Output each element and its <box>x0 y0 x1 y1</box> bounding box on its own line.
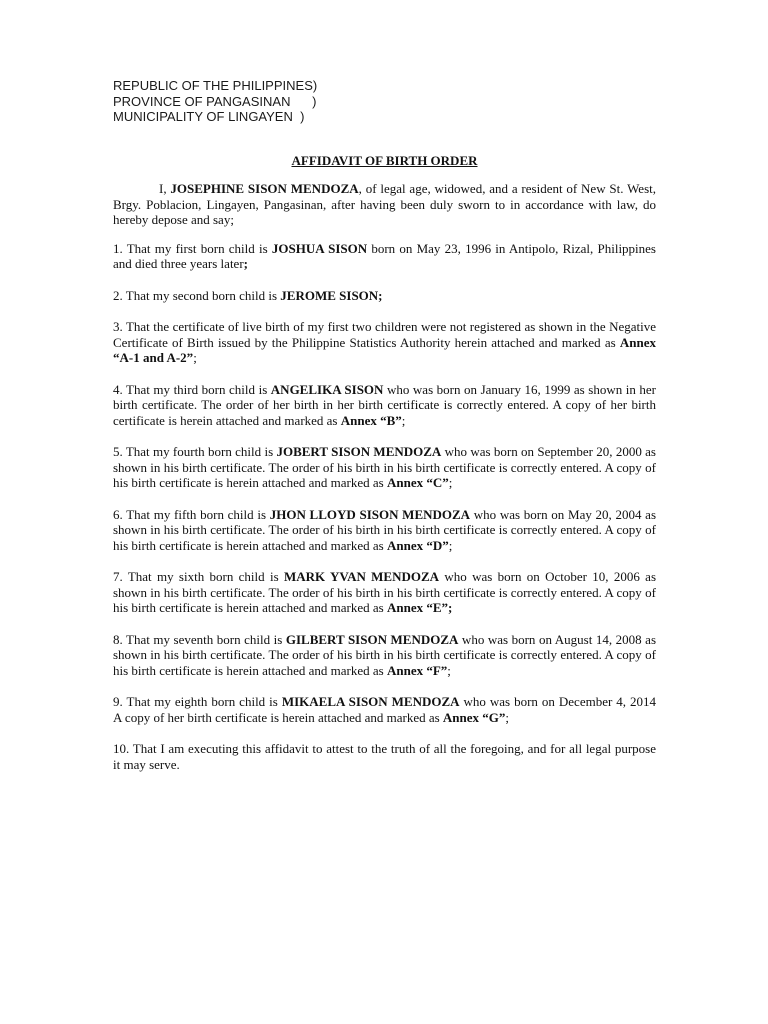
item-end: ; <box>193 350 197 365</box>
item-7 <box>113 569 656 616</box>
item-end: ; <box>448 475 453 490</box>
item-text: 5. That my fourth born child is <box>113 444 277 459</box>
child-name: MARK YVAN MENDOZA <box>283 569 440 584</box>
affiant-name: JOSEPHINE SISON MENDOZA <box>170 181 359 196</box>
item-8 <box>113 632 656 679</box>
item-9 <box>113 694 656 725</box>
caption-line-republic: REPUBLIC OF THE PHILIPPINES) <box>113 78 318 93</box>
caption-line-province: PROVINCE OF PANGASINAN ) <box>113 93 317 109</box>
affidavit-body <box>113 181 656 788</box>
annex-label: Annex “D” <box>386 537 449 553</box>
item-text: 7. That my sixth born child is <box>113 569 284 584</box>
item-text: 4. That my third born child is <box>113 381 271 397</box>
venue-caption <box>113 78 317 125</box>
item-text: 9. That my eighth born child is <box>113 694 282 709</box>
item-end: ; <box>505 709 510 725</box>
item-4 <box>113 382 656 429</box>
annex-label: ; <box>243 256 248 271</box>
intro-paragraph <box>113 181 656 228</box>
intro-pre: I, <box>159 181 171 196</box>
item-3 <box>113 319 656 366</box>
caption-line-municipality: MUNICIPALITY OF LINGAYEN ) <box>113 109 305 124</box>
child-name: JHON LLOYD SISON MENDOZA <box>269 506 471 522</box>
annex-label: Annex “C” <box>386 475 449 490</box>
item-text: who was born on January 16, 1999 as shown in her birth certificate. The order of her birth in her birth certificate is correctly entered. A copy of her birth certificate is herein attached and marked as <box>113 381 656 428</box>
item-5 <box>113 444 656 491</box>
item-text: who was born on May 20, 2004 as shown in his birth certificate. The order of his birth in his birth certificate is correctly entered. A copy of his birth certificate is herein attached and marked as <box>113 506 657 553</box>
annex-label: Annex “G” <box>442 709 506 725</box>
item-10 <box>113 741 656 772</box>
item-end: ; <box>447 662 451 678</box>
annex-label: Annex “F” <box>386 662 448 678</box>
annex-label: Annex “A-1 and A-2” <box>113 334 656 365</box>
item-text: 6. That my fifth born child is <box>113 506 270 522</box>
item-text: who was born on September 20, 2000 as shown in his birth certificate. The order of his birth in his birth certificate is correctly entered. A copy of his birth certificate is herein attached and marked as <box>113 444 656 490</box>
annex-label: Annex “B” <box>340 412 402 428</box>
item-text: 3. That the certificate of live birth of my first two children were not registered as shown in the Negative Certificate of Birth issued by the Philippine Statistics Authority herein attached and marked as <box>113 319 656 350</box>
child-name: ANGELIKA SISON <box>270 381 384 397</box>
child-name: JEROME SISON; <box>280 287 383 303</box>
annex-label: Annex “E”; <box>386 600 453 615</box>
item-text: who was born on August 14, 2008 as shown in his birth certificate. The order of his birth in his birth certificate is correctly entered. A copy of his birth certificate is herein attached and marked as <box>113 631 657 678</box>
intro-post: , of legal age, widowed, and a resident of New St. West, Brgy. Poblacion, Lingayen, Pangasinan, after having been duly sworn to in accordance with law, do hereby depose and say; <box>113 181 657 227</box>
child-name: JOBERT SISON MENDOZA <box>276 444 442 459</box>
item-text: born on May 23, 1996 in Antipolo, Rizal, Philippines and died three years later <box>113 240 656 271</box>
item-end: ; <box>448 537 453 553</box>
item-end: ; <box>401 412 406 428</box>
item-1 <box>113 241 656 272</box>
item-text: who was born on October 10, 2006 as shown in his birth certificate. The order of his birth in his birth certificate is correctly entered. A copy of his birth certificate is herein attached and marked as <box>113 569 656 615</box>
document-title: AFFIDAVIT OF BIRTH ORDER <box>291 153 478 168</box>
item-text: 8. That my seventh born child is <box>113 631 286 647</box>
item-text: who was born on December 4, 2014 A copy of her birth certificate is herein attached and marked as <box>113 694 657 725</box>
item-2 <box>113 288 656 304</box>
child-name: MIKAELA SISON MENDOZA <box>281 694 460 709</box>
child-name: JOSHUA SISON <box>271 240 368 256</box>
item-text: 10. That I am executing this affidavit to attest to the truth of all the foregoing, and for all legal purpose it may serve. <box>113 741 656 772</box>
item-6 <box>113 507 656 554</box>
child-name: GILBERT SISON MENDOZA <box>285 631 459 647</box>
item-text: 2. That my second born child is <box>113 287 281 303</box>
item-text: 1. That my first born child is <box>113 240 272 256</box>
